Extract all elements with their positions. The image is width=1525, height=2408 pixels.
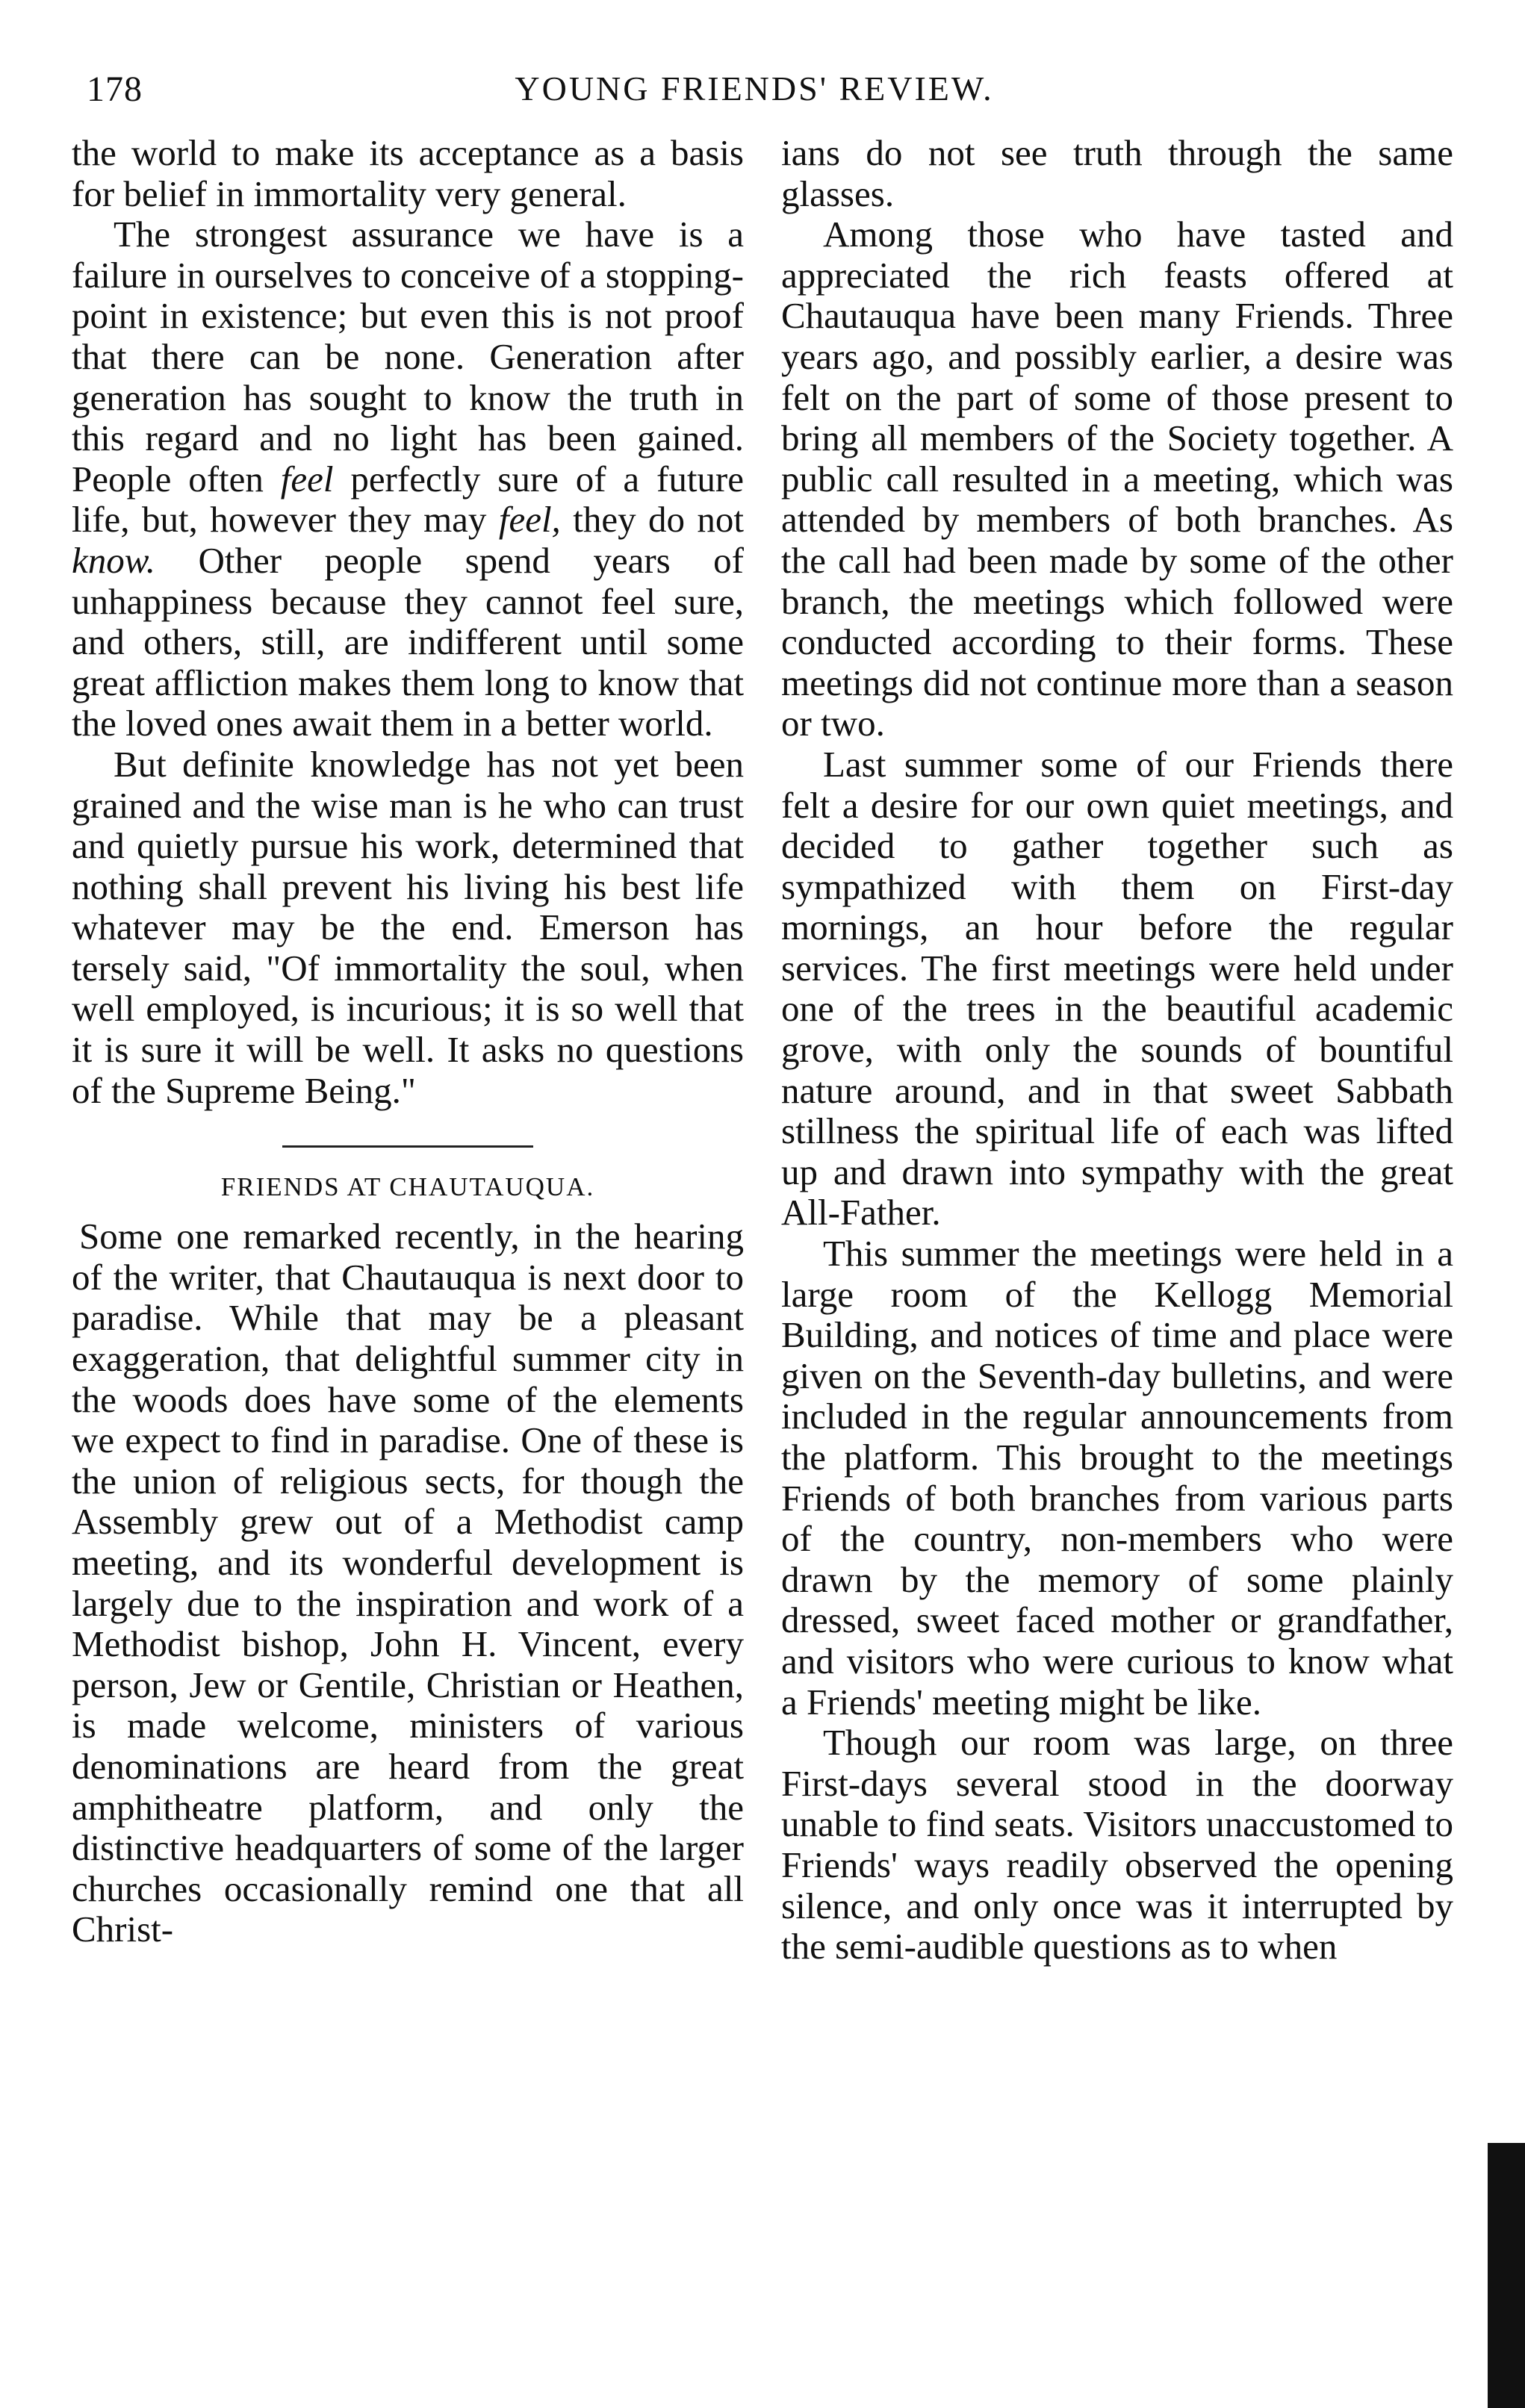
paragraph: This summer the meetings were held in a large room of the Kellogg Memorial Building, and notices of time and place were given on the Seventh-day bulletins, and were included in the regular announcements from the platform. This brought to the meetings Friends of both branches from various parts of the country, non-members who were drawn by the memory of some plainly dressed, sweet faced mother or grandfather, and visitors who were curious to know what a Friends' meeting might be like. xyxy=(781,1233,1453,1723)
paragraph-text: they do not xyxy=(560,499,744,541)
paragraph: the world to make its acceptance as a basis for belief in immortality very general. xyxy=(72,132,744,214)
paragraph: Among those who have tasted and appreciated the rich feasts offered at Chautauqua have been many Friends. Three years ago, and possibly earlier, a desire was felt on the part of some of those present to bring all members of the Society together. A public call resulted in a meeting, which was attended by members of both branches. As the call had been made by some of the other branch, the meetings which followed were conducted according to their forms. These meetings did not continue more than a season or two. xyxy=(781,214,1453,744)
paragraph: ians do not see truth through the same glasses. xyxy=(781,132,1453,214)
page-number: 178 xyxy=(87,69,143,109)
paragraph: Some one remarked recently, in the hearing of the writer, that Chautauqua is next door to paradise. While that may be a pleasant exaggeration, that delightful summer city in the woods does have some of the elements we expect to find in paradise. One of these is the union of religious sects, for though the Assembly grew out of a Methodist camp meeting, and its wonderful development is largely due to the inspiration and work of a Methodist bishop, John H. Vincent, every person, Jew or Gentile, Christian or Heathen, is made welcome, ministers of various denominations are heard from the great amphitheatre platform, and only the distinctive headquarters of some of the larger churches occasionally remind one that all Christ- xyxy=(72,1216,744,1950)
section-divider xyxy=(282,1145,533,1148)
paragraph: But definite knowledge has not yet been grained and the wise man is he who can trust and quietly pursue his work, determined that nothing shall prevent his living his best life whatever may be the end. Emerson has tersely said, "Of immortality the soul, when well employed, is incurious; it is so well that it is sure it will be well. It asks no questions of the Supreme Being." xyxy=(72,743,744,1111)
journal-title: YOUNG FRIENDS' REVIEW. xyxy=(515,69,994,108)
paragraph-text: perfectly sure of a future life, but, however they may xyxy=(72,458,744,541)
right-column xyxy=(781,133,1453,1967)
paragraph xyxy=(72,214,744,744)
section-heading: FRIENDS AT CHAUTAUQUA. xyxy=(220,1172,595,1202)
paragraph: Last summer some of our Friends there felt a desire for our own quiet meetings, and decided to gather together such as sympathized with them on First-day mornings, an hour before the regular services. The first meetings were held under one of the trees in the beautiful academic grove, with only the sounds of bountiful nature around, and in that sweet Sabbath stillness the spiritual life of each was lifted up and drawn into sympathy with the great All-Father. xyxy=(781,743,1453,1233)
paragraph: Though our room was large, on three First-days several stood in the doorway unable to find seats. Visitors unaccustomed to Friends' ways readily observed the opening silence, and only once was it interrupted by the semi-audible questions as to when xyxy=(781,1722,1453,1967)
scan-edge-shadow xyxy=(1488,2143,1525,2408)
emphasis-feel: feel xyxy=(280,458,334,500)
paragraph-text: Other people spend years of unhappiness because they cannot feel sure, and others, still, are indifferent until some great affliction makes them long to know that the loved ones await them in a better world. xyxy=(72,539,744,744)
left-column xyxy=(72,133,744,1950)
paragraph-text: The strongest assurance we have is a failure in ourselves to conceive of a stopping-point in existence; but even this is not proof that there can be none. Generation after generation has sought to know the truth in this regard and no light has been gained. People often xyxy=(72,214,744,500)
emphasis-feel: feel, xyxy=(498,499,561,541)
running-head xyxy=(45,69,1464,121)
emphasis-know: know. xyxy=(72,539,156,581)
